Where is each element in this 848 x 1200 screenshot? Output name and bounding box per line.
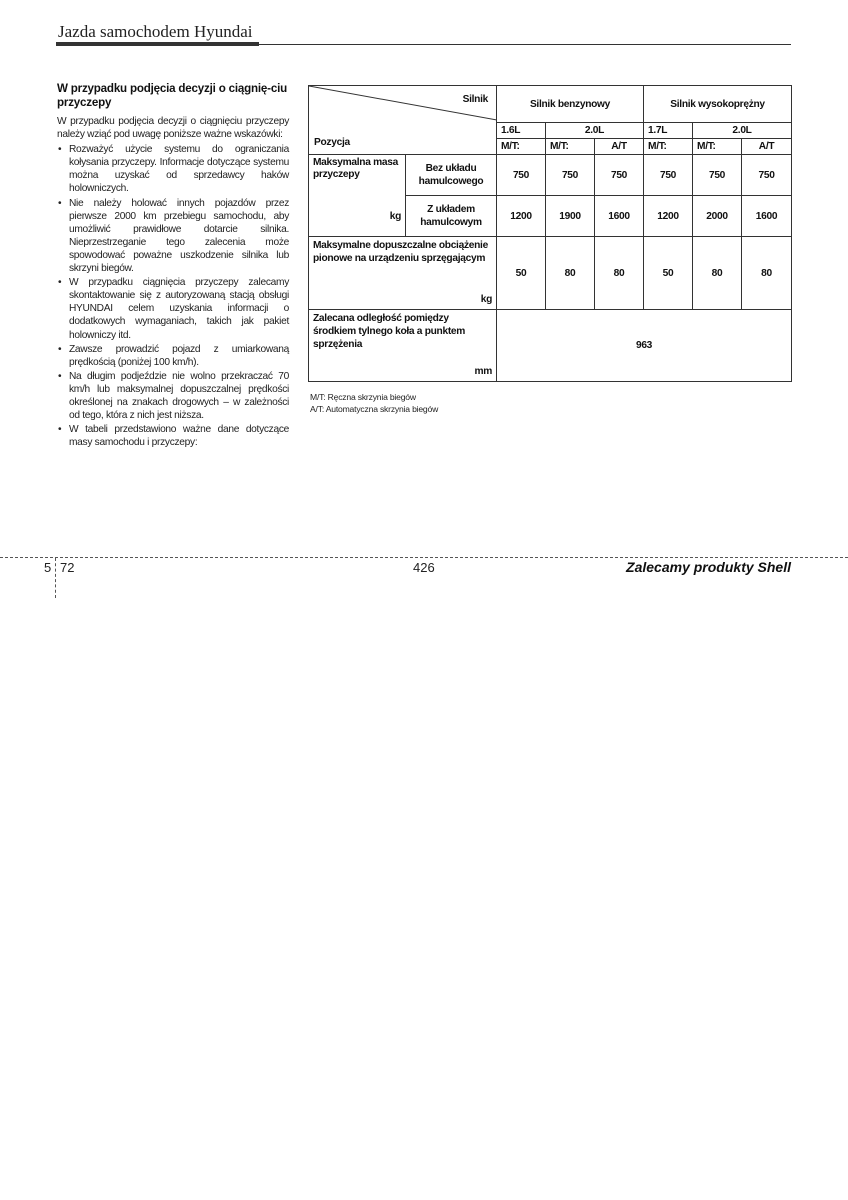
hitch-distance-cell [309, 310, 497, 382]
page-header-title: Jazda samochodem Hyundai [58, 22, 253, 41]
gearbox-cell: M/T: [693, 139, 742, 155]
value-cell: 750 [742, 155, 792, 196]
page-number: 72 [60, 560, 75, 575]
table-corner-cell [309, 86, 497, 155]
unbraked-label: Bez układu hamulcowego [406, 155, 497, 196]
towing-spec-table [308, 85, 792, 382]
note-automatic: A/T: Automatyczna skrzynia biegów [310, 404, 439, 414]
hitch-distance-unit: mm [474, 366, 492, 377]
corner-engine-label: Silnik [462, 94, 488, 105]
value-cell: 1900 [546, 196, 595, 237]
gearbox-cell: M/T: [644, 139, 693, 155]
diesel-engine-header: Silnik wysokoprężny [644, 86, 792, 123]
engine-1-7l: 1.7L [644, 123, 693, 139]
value-cell: 750 [644, 155, 693, 196]
petrol-engine-header: Silnik benzynowy [497, 86, 644, 123]
hitch-distance-label: Zalecana odległość pomiędzy środkiem tylnego koła a punktem sprzężenia [313, 313, 466, 350]
towing-advice-column [57, 82, 289, 450]
value-cell: 1200 [644, 196, 693, 237]
trailer-mass-unit: kg [389, 211, 401, 222]
hitch-distance-value: 963 [497, 310, 792, 382]
vertical-load-unit: kg [480, 294, 492, 305]
gearbox-cell: A/T [742, 139, 792, 155]
value-cell: 750 [693, 155, 742, 196]
value-cell: 80 [693, 237, 742, 310]
gearbox-cell: M/T: [546, 139, 595, 155]
value-cell: 1600 [595, 196, 644, 237]
value-cell: 2000 [693, 196, 742, 237]
value-cell: 750 [546, 155, 595, 196]
value-cell: 1600 [742, 196, 792, 237]
value-cell: 1200 [497, 196, 546, 237]
value-cell: 750 [595, 155, 644, 196]
value-cell: 80 [546, 237, 595, 310]
intro-paragraph: W przypadku podjęcia decyzji o ciągnięciu przyczepy należy wziąć pod uwagę poniższe ważne wskazówki: [57, 116, 289, 141]
footer-vertical-divider [55, 558, 56, 598]
value-cell: 50 [644, 237, 693, 310]
value-cell: 50 [497, 237, 546, 310]
list-item: • Rozważyć użycie systemu do ograniczania kołysania przyczepy. Informacje dotyczące systemu można uzyskać od sprzedawcy haków holowniczych. [57, 143, 289, 195]
footer-promo-text: Zalecamy produkty Shell [626, 559, 791, 575]
value-cell: 80 [742, 237, 792, 310]
chapter-number: 5 [44, 560, 52, 575]
advice-list [57, 143, 289, 449]
value-cell: 750 [497, 155, 546, 196]
list-item: • Nie należy holować innych pojazdów przez pierwsze 2000 km przebiegu samochodu, aby umożliwić prawidłowe dotarcie silnika. Nieprzestrzeganie tego zalecenia może spowodować poważne uszkodzenie silnika lub skrzyni biegów. [57, 197, 289, 276]
engine-2-0l-petrol: 2.0L [546, 123, 644, 139]
list-item: • W tabeli przedstawiono ważne dane dotyczące masy samochodu i przyczepy: [57, 423, 289, 449]
braked-label: Z układem hamulcowym [406, 196, 497, 237]
footer-divider [0, 557, 848, 558]
vertical-load-cell [309, 237, 497, 310]
scan-page-number: 426 [413, 560, 435, 575]
list-item: • W przypadku ciągnięcia przyczepy zalecamy skontaktowanie się z autoryzowaną stacją obsługi HYUNDAI celem uzyskania informacji o dodatkowych wymaganiach, takich jak pakiet holowniczy itd. [57, 276, 289, 341]
gearbox-cell: A/T [595, 139, 644, 155]
header-rule [56, 44, 791, 45]
trailer-mass-cell [309, 155, 406, 237]
corner-position-label: Pozycja [314, 137, 350, 148]
vertical-load-label: Maksymalne dopuszczalne obciążenie pionowe na urządzeniu sprzęgającym [313, 240, 488, 264]
engine-1-6l: 1.6L [497, 123, 546, 139]
list-item: • Zawsze prowadzić pojazd z umiarkowaną prędkością (poniżej 100 km/h). [57, 343, 289, 369]
trailer-mass-label: Maksymalna masa przyczepy [313, 157, 398, 180]
value-cell: 80 [595, 237, 644, 310]
engine-2-0l-diesel: 2.0L [693, 123, 792, 139]
note-manual: M/T: Ręczna skrzynia biegów [310, 392, 416, 402]
list-item: • Na długim podjeździe nie wolno przekraczać 70 km/h lub maksymalnej dopuszczalnej prędkości określonej na znakach drogowych – w zależności od tego, która z nich jest niższa. [57, 370, 289, 422]
section-heading: W przypadku podjęcia decyzji o ciągnię-ciu przyczepy [57, 82, 287, 109]
gearbox-notes [310, 391, 438, 415]
gearbox-cell: M/T: [497, 139, 546, 155]
